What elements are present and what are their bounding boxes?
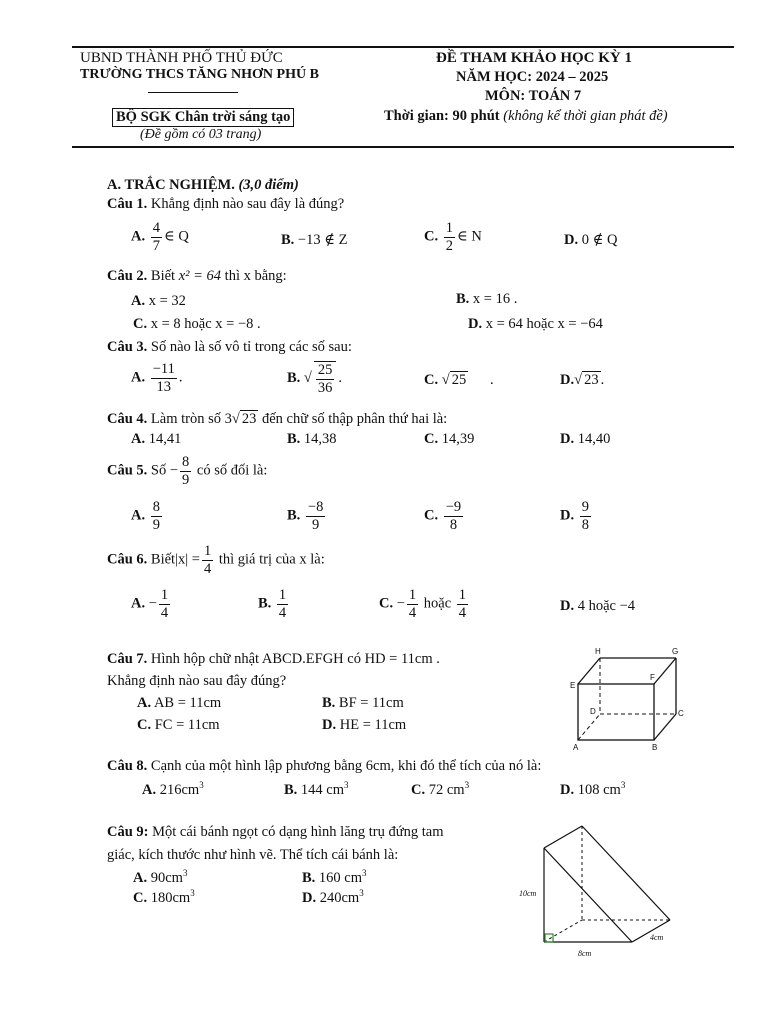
denominator: 4: [160, 604, 169, 621]
q2-option-b[interactable]: [456, 291, 517, 308]
denominator: 4: [278, 604, 287, 621]
q3-option-b[interactable]: B. √ $\frac{25}{36}$ .: [287, 362, 343, 396]
q9-option-d[interactable]: [302, 888, 364, 907]
question-text: Số nào là số vô tỉ trong các số sau:: [150, 339, 352, 355]
section-title-text: A. TRẮC NGHIỆM.: [107, 177, 235, 193]
option-letter: B.: [302, 869, 316, 886]
option-text: 144 cm: [300, 781, 345, 798]
numerator: 1: [278, 587, 287, 603]
fraction: [151, 361, 177, 395]
section-title: [107, 177, 299, 194]
exponent: 3: [464, 780, 470, 790]
question-3: [107, 339, 352, 356]
question-text: Biết|x| =: [150, 551, 200, 568]
question-text: thì giá trị của x là:: [218, 551, 325, 568]
cuboid-hidden-edge: [578, 714, 600, 740]
fraction: [151, 499, 162, 533]
option-letter: D.: [560, 372, 575, 388]
q5-option-a[interactable]: [131, 499, 164, 533]
q2-option-a[interactable]: [131, 293, 186, 310]
exponent: 3: [362, 868, 367, 878]
option-text: x = 16 .: [472, 291, 518, 307]
q4-option-d[interactable]: [560, 431, 610, 448]
question-text: thì x bằng:: [224, 268, 287, 284]
vertex-label: F: [650, 673, 655, 682]
option-text: 216cm: [159, 781, 200, 798]
q4-option-b[interactable]: [287, 431, 337, 448]
option-letter: C.: [424, 431, 439, 447]
question-text: Khẳng định nào sau đây là đúng?: [150, 196, 345, 212]
denominator: 13: [156, 378, 172, 395]
option-text: 14,38: [303, 431, 337, 447]
denominator: 9: [312, 516, 320, 533]
q8-option-c[interactable]: [411, 780, 469, 799]
question-label: Câu 7.: [107, 651, 148, 667]
fraction: [444, 220, 455, 254]
question-text: Một cái bánh ngọt có dạng hình lăng trụ đứng tam: [152, 824, 444, 840]
question-label: Câu 3.: [107, 339, 148, 355]
numerator: 9: [581, 499, 589, 515]
q9-option-a[interactable]: [133, 868, 187, 887]
option-letter: C.: [411, 781, 426, 798]
header-book: BỘ SGK Chân trời sáng tạo: [112, 108, 294, 127]
denominator: 7: [152, 237, 160, 254]
fraction: [407, 587, 418, 621]
option-text: ∈ N: [456, 228, 482, 245]
option-letter: B.: [287, 507, 301, 524]
exam-time-label: Thời gian: 90 phút: [384, 108, 500, 124]
denominator: 4: [203, 560, 212, 577]
exponent: 3: [190, 888, 195, 898]
cuboid-edge: [654, 658, 676, 684]
q4-option-a[interactable]: [131, 431, 181, 448]
vertex-label: G: [672, 647, 679, 656]
fraction: [444, 499, 463, 533]
option-text: 4 hoặc −4: [577, 598, 636, 614]
prism-edge: [544, 848, 632, 942]
option-text: 160 cm: [318, 869, 363, 886]
question-label: Câu 2.: [107, 268, 148, 284]
q1-option-c[interactable]: [424, 220, 482, 254]
q6-option-b[interactable]: [258, 587, 290, 621]
fraction: [159, 587, 170, 621]
question-label: Câu 5.: [107, 462, 148, 479]
q8-option-d[interactable]: [560, 780, 625, 799]
option-text: 108 cm: [577, 781, 621, 798]
question-label: Câu 9:: [107, 824, 149, 840]
exam-time: [384, 108, 668, 125]
option-letter: C.: [424, 507, 439, 524]
option-letter: C.: [424, 228, 439, 245]
depth-label: 4cm: [650, 933, 664, 942]
option-text: ∈ Q: [163, 228, 189, 245]
vertex-label: C: [678, 709, 684, 718]
exam-title: ĐỀ THAM KHẢO HỌC KỲ 1: [436, 50, 632, 66]
option-letter: B.: [322, 695, 336, 711]
option-text: FC = 11cm: [154, 717, 220, 733]
denominator: 9: [152, 516, 160, 533]
question-2: [107, 268, 287, 285]
fraction: [202, 543, 213, 577]
option-text: x = 32: [148, 293, 186, 309]
option-letter: B.: [258, 595, 272, 612]
q6-option-a[interactable]: A. − $\frac{1}{4}$: [131, 587, 169, 621]
question-text: có số đối là:: [196, 462, 268, 479]
option-letter: C.: [133, 889, 148, 906]
option-letter: A.: [131, 507, 146, 524]
q4-option-c[interactable]: [424, 431, 474, 448]
cuboid-figure: [566, 644, 692, 756]
q5-option-d[interactable]: [560, 499, 593, 533]
cuboid-edge: [578, 658, 600, 684]
q2-option-c[interactable]: [133, 316, 261, 333]
question-8: [107, 758, 541, 775]
fraction: [306, 499, 325, 533]
header-bottom-rule: [72, 146, 734, 148]
header-top-rule: [72, 46, 734, 48]
exam-time-note: (không kể thời gian phát đề): [503, 108, 668, 124]
question-5: [107, 454, 267, 488]
denominator: 4: [458, 604, 467, 621]
fraction: [457, 587, 468, 621]
q9-option-b[interactable]: [302, 868, 367, 887]
sqrt-fraction: [314, 361, 337, 396]
question-9-line2: giác, kích thước như hình vẽ. Thể tích cái bánh là:: [107, 847, 399, 863]
q1-option-b[interactable]: [281, 232, 347, 249]
option-letter: A.: [131, 595, 146, 612]
q1-option-d[interactable]: [564, 232, 617, 249]
q3-option-c[interactable]: C. √ 25 .: [424, 372, 494, 388]
option-text: 14,39: [441, 431, 475, 447]
q9-option-c[interactable]: [133, 888, 195, 907]
numerator: 4: [152, 220, 160, 236]
option-text: 0 ∉ Q: [581, 232, 618, 248]
option-letter: A.: [131, 228, 146, 245]
q8-option-a[interactable]: [142, 780, 204, 799]
option-letter: B.: [456, 291, 470, 307]
numerator: 1: [408, 587, 417, 603]
vertex-label: E: [570, 681, 576, 690]
header-school-underline: [148, 92, 238, 93]
question-text: Số −: [150, 462, 179, 479]
prism-edge: [544, 826, 582, 848]
option-text: BF = 11cm: [338, 695, 404, 711]
option-text: 25: [451, 372, 467, 388]
option-letter: C.: [424, 372, 439, 388]
section-points: (3,0 điểm): [238, 177, 299, 193]
numerator: 1: [458, 587, 467, 603]
numerator: −8: [307, 499, 324, 515]
denominator: 2: [445, 237, 453, 254]
fraction: [277, 587, 288, 621]
base-label: 8cm: [578, 949, 592, 958]
option-letter: D.: [468, 316, 483, 332]
option-letter: D.: [302, 889, 317, 906]
option-text: hoặc: [423, 595, 452, 612]
option-letter: B.: [284, 781, 298, 798]
option-letter: C.: [133, 316, 148, 332]
q7-option-a[interactable]: [137, 695, 221, 712]
prism-hidden-edge: [544, 920, 582, 942]
subject: MÔN: TOÁN 7: [485, 88, 582, 104]
vertex-label: H: [595, 647, 601, 656]
denominator: 36: [317, 379, 333, 396]
question-9: [107, 824, 443, 841]
option-letter: C.: [137, 717, 152, 733]
option-text: 14,41: [148, 431, 182, 447]
option-letter: D.: [560, 507, 575, 524]
option-letter: C.: [379, 595, 394, 612]
option-text: x = 64 hoặc x = −64: [485, 316, 603, 332]
option-text: 240cm: [319, 889, 360, 906]
question-7: [107, 651, 440, 668]
q7-option-d[interactable]: [322, 717, 406, 734]
q7-option-b[interactable]: [322, 695, 404, 712]
prism-edge: [582, 826, 670, 920]
question-7-line2: Khẳng định nào sau đây đúng?: [107, 673, 287, 689]
prism-figure: [516, 820, 706, 962]
option-letter: A.: [131, 431, 146, 447]
fraction: [151, 220, 162, 254]
vertex-label: A: [573, 743, 579, 752]
option-text: x = 8 hoặc x = −8 .: [150, 316, 261, 332]
question-label: Câu 4.: [107, 411, 148, 427]
option-letter: B.: [281, 232, 295, 248]
radicand: 23: [241, 411, 257, 427]
numerator: 8: [182, 454, 190, 470]
q7-option-c[interactable]: [137, 717, 220, 734]
q6-option-c[interactable]: C. − $\frac{1}{4}$ hoặc $\frac{1}{4}$: [379, 587, 467, 621]
option-text: AB = 11cm: [153, 695, 222, 711]
question-text: đến chữ số thập phân thứ hai là:: [261, 411, 448, 427]
denominator: 4: [408, 604, 417, 621]
option-letter: D.: [560, 781, 575, 798]
option-letter: A.: [137, 695, 152, 711]
q6-option-d[interactable]: [560, 598, 635, 615]
option-text: −13 ∉ Z: [297, 232, 348, 248]
option-letter: A.: [131, 369, 146, 386]
q2-option-d[interactable]: [468, 316, 603, 333]
exponent: 3: [359, 888, 364, 898]
question-6: [107, 543, 325, 577]
question-1: [107, 196, 344, 213]
height-label: 10cm: [519, 889, 537, 898]
q3-option-a[interactable]: A. $\frac{-11}{13}$ .: [131, 361, 183, 395]
option-text: 180cm: [150, 889, 191, 906]
option-letter: D.: [564, 232, 579, 248]
exponent: 3: [182, 868, 188, 878]
q1-option-a[interactable]: [131, 220, 189, 254]
option-letter: B.: [287, 431, 301, 447]
fraction: [180, 454, 191, 488]
numerator: 25: [317, 362, 333, 378]
denominator: 8: [449, 516, 458, 533]
option-letter: D.: [560, 431, 575, 447]
question-text: Hình hộp chữ nhật ABCD.EFGH có HD = 11cm .: [150, 651, 440, 667]
header-district: UBND THÀNH PHỐ THỦ ĐỨC: [80, 50, 283, 66]
header-pages: (Đề gồm có 03 trang): [140, 127, 262, 142]
option-text: 90cm: [150, 869, 183, 886]
question-expression: x² = 64: [178, 268, 222, 284]
option-letter: A.: [142, 781, 157, 798]
exponent: 3: [620, 780, 626, 790]
numerator: 1: [160, 587, 169, 603]
question-text: Cạnh của một hình lập phương bằng 6cm, khi đó thể tích của nó là:: [150, 758, 542, 774]
option-text: HE = 11cm: [339, 717, 407, 733]
question-label: Câu 1.: [107, 196, 148, 212]
exponent: 3: [199, 780, 204, 790]
option-letter: B.: [287, 370, 301, 386]
numerator: 8: [152, 499, 160, 515]
school-year: NĂM HỌC: 2024 – 2025: [456, 69, 609, 85]
option-letter: A.: [131, 293, 146, 309]
vertex-label: D: [590, 707, 596, 716]
cuboid-edge: [654, 714, 676, 740]
denominator: 9: [182, 471, 190, 488]
numerator: 1: [203, 543, 212, 559]
option-letter: D.: [560, 598, 575, 614]
q5-option-c[interactable]: [424, 499, 465, 533]
fraction: [580, 499, 591, 533]
option-letter: A.: [133, 869, 148, 886]
question-text: Biết: [150, 268, 176, 284]
vertex-label: B: [652, 743, 658, 752]
option-text: 72 cm: [428, 781, 465, 798]
numerator: −9: [445, 499, 462, 515]
question-4: Câu 4. Làm tròn số 3√ 23 đến chữ số thập phân thứ hai là:: [107, 411, 448, 427]
option-text: 23: [584, 372, 599, 388]
q3-option-d[interactable]: D.√ 23 .: [560, 372, 605, 388]
q5-option-b[interactable]: [287, 499, 327, 533]
numerator: −11: [152, 361, 175, 377]
question-label: Câu 8.: [107, 758, 148, 774]
exponent: 3: [344, 780, 349, 790]
numerator: 1: [445, 220, 453, 236]
denominator: 8: [581, 516, 589, 533]
question-label: Câu 6.: [107, 551, 148, 568]
q8-option-b[interactable]: [284, 780, 349, 799]
option-text: 14,40: [577, 431, 611, 447]
question-text: Làm tròn số 3: [150, 411, 232, 427]
header-school: TRƯỜNG THCS TĂNG NHƠN PHÚ B: [80, 67, 319, 82]
option-letter: D.: [322, 717, 337, 733]
